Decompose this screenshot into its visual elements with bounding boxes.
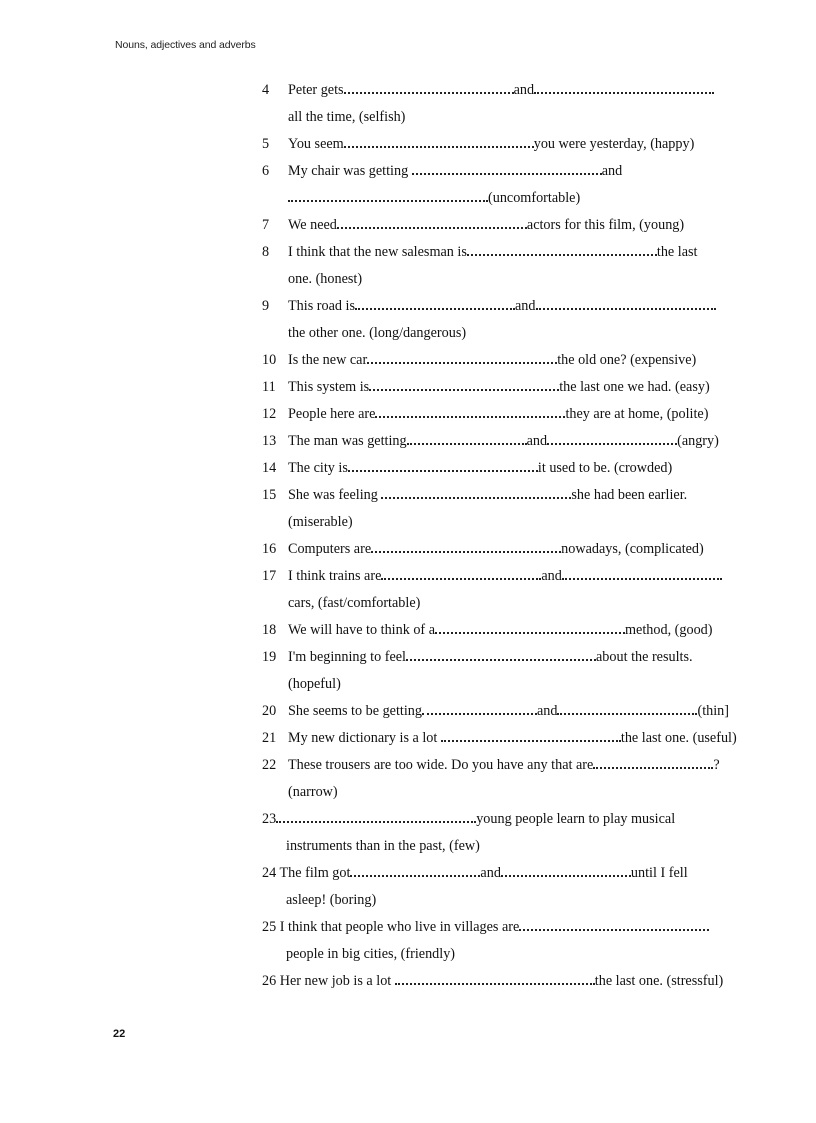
exercise-item-11 [262,377,762,404]
item-number: 19 [262,649,277,665]
answer-blank[interactable] [441,728,621,742]
exercise-item-19 [262,647,762,674]
item-number: 24 [262,865,277,881]
exercise-item-20 [262,701,762,728]
exercise-item-15 [262,485,762,512]
item-text: the last one. (stressful) [594,973,724,989]
item-text: Her new job is a lot [279,973,392,989]
exercise-item-10 [262,350,762,377]
exercise-item-21 [262,728,762,755]
exercise-item-17-continued [262,593,762,620]
answer-blank[interactable] [536,296,716,310]
item-text: she had been earlier. [571,487,688,503]
item-text: Is the new car [288,352,368,368]
item-text: people in big cities, (friendly) [286,946,456,962]
item-text: and [536,703,558,719]
answer-blank[interactable] [348,458,538,472]
running-header: Nouns, adjectives and adverbs [115,39,256,51]
item-number: 21 [262,730,277,746]
item-text: She seems to be getting [288,703,422,719]
item-text: This system is [288,379,370,395]
exercise-item-22 [262,755,762,782]
exercise-item-8-continued [262,269,762,296]
item-text: cars, (fast/comfortable) [288,595,421,611]
item-text: (narrow) [288,784,338,800]
item-number: 10 [262,352,277,368]
item-text: the other one. (long/dangerous) [288,325,467,341]
item-text: until I fell [630,865,688,881]
exercise-item-23 [262,809,762,836]
exercise-item-24-continued [262,890,762,917]
item-text: one. (honest) [288,271,363,287]
exercise-item-9 [262,296,762,323]
item-text: The man was getting [288,433,407,449]
answer-blank[interactable] [435,620,625,634]
answer-blank[interactable] [344,134,534,148]
item-text: You seem [288,136,344,152]
exercise-item-4-continued [262,107,762,134]
answer-blank[interactable] [355,296,515,310]
exercise-item-6-continued [262,188,762,215]
exercise-item-12 [262,404,762,431]
item-text: I think trains are [288,568,382,584]
item-text: I'm beginning to feel [288,649,406,665]
exercise-item-5 [262,134,762,161]
item-number: 25 [262,919,277,935]
item-text: We will have to think of a [288,622,436,638]
item-text: These trousers are too wide. Do you have any that are [288,757,594,773]
item-number: 16 [262,541,277,557]
exercise-item-17 [262,566,762,593]
item-number: 7 [262,217,270,233]
exercise-item-22-continued [262,782,762,809]
item-text: about the results. [596,649,693,665]
item-number: 18 [262,622,277,638]
answer-blank[interactable] [519,917,709,931]
answer-blank[interactable] [395,971,595,985]
item-text: and [513,82,535,98]
item-number: 26 [262,973,277,989]
item-number: 20 [262,703,277,719]
answer-blank[interactable] [501,863,631,877]
exercise-item-13 [262,431,762,458]
answer-blank[interactable] [467,242,657,256]
item-text: This road is [288,298,355,314]
exercise-item-8 [262,242,762,269]
exercise-item-24 [262,863,762,890]
answer-blank[interactable] [534,80,714,94]
item-text: actors for this film, (young) [526,217,685,233]
exercise-item-18 [262,620,762,647]
item-text: Peter gets [288,82,344,98]
page-number: 22 [113,1028,126,1040]
item-text: it used to be. (crowded) [537,460,673,476]
item-text: The film got [279,865,351,881]
item-number: 14 [262,460,277,476]
item-text: and [526,433,548,449]
answer-blank[interactable] [337,215,527,229]
item-text: My new dictionary is a lot [288,730,438,746]
exercise-item-9-continued [262,323,762,350]
item-text: Computers are [288,541,372,557]
exercise-item-15-continued [262,512,762,539]
item-number: 17 [262,568,277,584]
item-number: 5 [262,136,270,152]
exercise-item-19-continued [262,674,762,701]
item-text: nowadays, (complicated) [561,541,704,557]
answer-blank[interactable] [562,566,722,580]
answer-blank[interactable] [381,566,541,580]
item-number: 8 [262,244,270,260]
exercise-item-25 [262,917,762,944]
exercise-item-14 [262,458,762,485]
exercise-item-7 [262,215,762,242]
item-number: 12 [262,406,277,422]
exercise-item-23-continued [262,836,762,863]
item-number: 15 [262,487,277,503]
item-text: She was feeling [288,487,378,503]
item-number: 11 [262,379,276,395]
item-text: asleep! (boring) [286,892,377,908]
item-text: the last one we had. (easy) [559,379,710,395]
answer-blank[interactable] [344,80,514,94]
item-text: People here are [288,406,376,422]
item-number: 9 [262,298,270,314]
item-text: ? [713,757,720,773]
item-text: instruments than in the past, (few) [286,838,480,854]
exercise-item-16 [262,539,762,566]
answer-blank[interactable] [557,701,697,715]
item-text: young people learn to play musical [476,811,676,827]
item-text: and [601,163,623,179]
answer-blank[interactable] [350,863,480,877]
answer-blank[interactable] [422,701,537,715]
exercise-item-25-continued [262,944,762,971]
item-text: all the time, (selfish) [288,109,406,125]
answer-blank[interactable] [276,809,476,823]
exercise-item-26 [262,971,762,998]
item-text: (thin] [697,703,730,719]
item-text: you were yesterday, (happy) [533,136,695,152]
item-text: I think that the new salesman is [288,244,467,260]
answer-blank[interactable] [288,188,488,202]
item-text: they are at home, (polite) [565,406,709,422]
item-text: My chair was getting [288,163,409,179]
item-text: and [541,568,562,584]
answer-blank[interactable] [369,377,559,391]
exercise-item-4 [262,80,762,107]
item-text: (angry) [677,433,719,449]
exercise-list [262,80,762,998]
item-text: (hopeful) [288,676,341,692]
item-number: 22 [262,757,277,773]
item-number: 13 [262,433,277,449]
answer-blank[interactable] [407,431,527,445]
item-text: the last [656,244,698,260]
item-text: method, (good) [625,622,713,638]
item-text: The city is [288,460,348,476]
item-number: 4 [262,82,270,98]
answer-blank[interactable] [367,350,557,364]
item-text: (miserable) [288,514,353,530]
item-text: and [480,865,501,881]
answer-blank[interactable] [371,539,561,553]
item-text: We need [288,217,337,233]
item-number: 23 [262,811,277,827]
answer-blank[interactable] [547,431,677,445]
item-text: I think that people who live in villages are [279,919,520,935]
item-text: and [515,298,536,314]
answer-blank[interactable] [381,485,571,499]
answer-blank[interactable] [406,647,596,661]
item-text: (uncomfortable) [488,190,581,206]
exercise-item-6 [262,161,762,188]
answer-blank[interactable] [593,755,713,769]
item-text: the last one. (useful) [620,730,737,746]
answer-blank[interactable] [375,404,565,418]
answer-blank[interactable] [412,161,602,175]
item-text: the old one? (expensive) [557,352,697,368]
item-number: 6 [262,163,270,179]
